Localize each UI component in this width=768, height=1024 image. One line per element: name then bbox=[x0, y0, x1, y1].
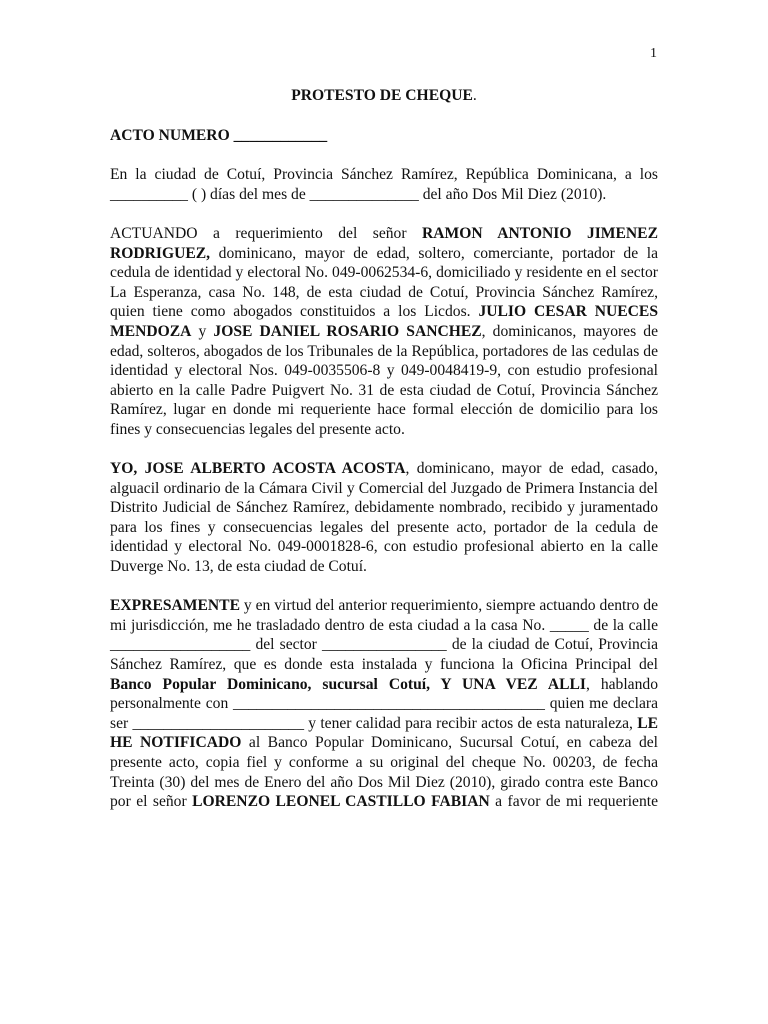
paragraph-alguacil bbox=[110, 459, 658, 577]
text-run: , dominicano, mayor de edad, casado, alguacil ordinario de la Cámara Civil y Comercial del Juzgado de Primera Instancia del Distrito Judicial de Sánchez Ramírez, debidamente nombrado, recibido y juramentado para los fines y consecuencias legales del presente acto, portador de la cedula de identidad y electoral No. 049-0001828-6, con estudio profesional abierto en la calle Duverge No. 13, de esta ciudad de Cotuí. bbox=[110, 460, 658, 576]
title-dot: . bbox=[472, 87, 477, 104]
text-run: , hablando personalmente con ________________________________________ quien me declara ser ______________________ y tener calidad para recibir actos de esta naturaleza, bbox=[110, 675, 658, 732]
text-run: dominicano, mayor de edad, soltero, comerciante, portador de la cedula de identidad y electoral No. 049-0062534-6, domiciliado y residente en el sector La Esperanza, casa No. 148, de esta ciudad de Cotuí, Provincia Sánchez Ramírez, quien tiene como abogados constituidos a los Licdos. bbox=[110, 244, 658, 321]
girador-name: LORENZO LEONEL CASTILLO FABIAN bbox=[192, 793, 490, 811]
abogado-name-2: JOSE DANIEL ROSARIO SANCHEZ bbox=[213, 322, 482, 340]
text-run: y bbox=[191, 322, 214, 340]
text-run: a favor de mi requeriente bbox=[489, 793, 659, 811]
alguacil-name: YO, JOSE ALBERTO ACOSTA ACOSTA bbox=[110, 460, 406, 478]
text-run: al Banco Popular Dominicano, Sucursal Cotuí, en cabeza del presente acto, copia fiel y conforme a su original del cheque No. 00203, de fecha Treinta (30) del mes de Enero del año Dos Mil Diez (2010), girado contra este Banco por el señor bbox=[110, 734, 658, 811]
requeriente-name: RAMON ANTONIO JIMENEZ RODRIGUEZ, bbox=[110, 224, 658, 262]
page-number: 1 bbox=[650, 46, 657, 61]
abogado-name-1: JULIO CESAR NUECES MENDOZA bbox=[110, 303, 658, 340]
text-run: , dominicanos, mayores de edad, solteros, abogados de los Tribunales de la República, portadores de las cedulas de identidad y electoral Nos. 049-0035506-8 y 049-0048419-9, con estudio profesional abierto en la calle Padre Puigvert No. 31 de esta ciudad de Cotuí, Provincia Sánchez Ramírez, lugar en donde mi requeriente hace formal elección de domicilio para los fines y consecuencias legales del presente acto. bbox=[110, 322, 658, 438]
paragraph-actuando bbox=[110, 224, 658, 440]
bank-name: Banco Popular Dominicano, sucursal Cotuí, Y UNA VEZ ALLI bbox=[110, 675, 586, 693]
title-text: PROTESTO DE CHEQUE bbox=[291, 87, 473, 104]
document-body bbox=[110, 86, 658, 812]
document-title bbox=[110, 86, 658, 106]
notificado-keyword: LE HE NOTIFICADO bbox=[110, 714, 658, 752]
paragraph-expresamente bbox=[110, 596, 658, 812]
paragraph-intro: En la ciudad de Cotuí, Provincia Sánchez Ramírez, República Dominicana, a los __________ ( ) días del mes de ______________ del año Dos Mil Diez (2010). bbox=[110, 166, 658, 203]
acto-numero-line: ACTO NUMERO ____________ bbox=[110, 126, 328, 144]
expresamente-keyword: EXPRESAMENTE bbox=[110, 597, 240, 615]
text-run: ACTUANDO a requerimiento del señor bbox=[110, 224, 423, 242]
text-run: y en virtud del anterior requerimiento, siempre actuando dentro de mi jurisdicción, me he trasladado dentro de esta ciudad a la casa No. _____ de la calle __________________ del sector ________________ de la ciudad de Cotuí, Provincia Sánchez Ramírez, que es donde esta instalada y funciona la Oficina Principal del bbox=[110, 597, 658, 674]
